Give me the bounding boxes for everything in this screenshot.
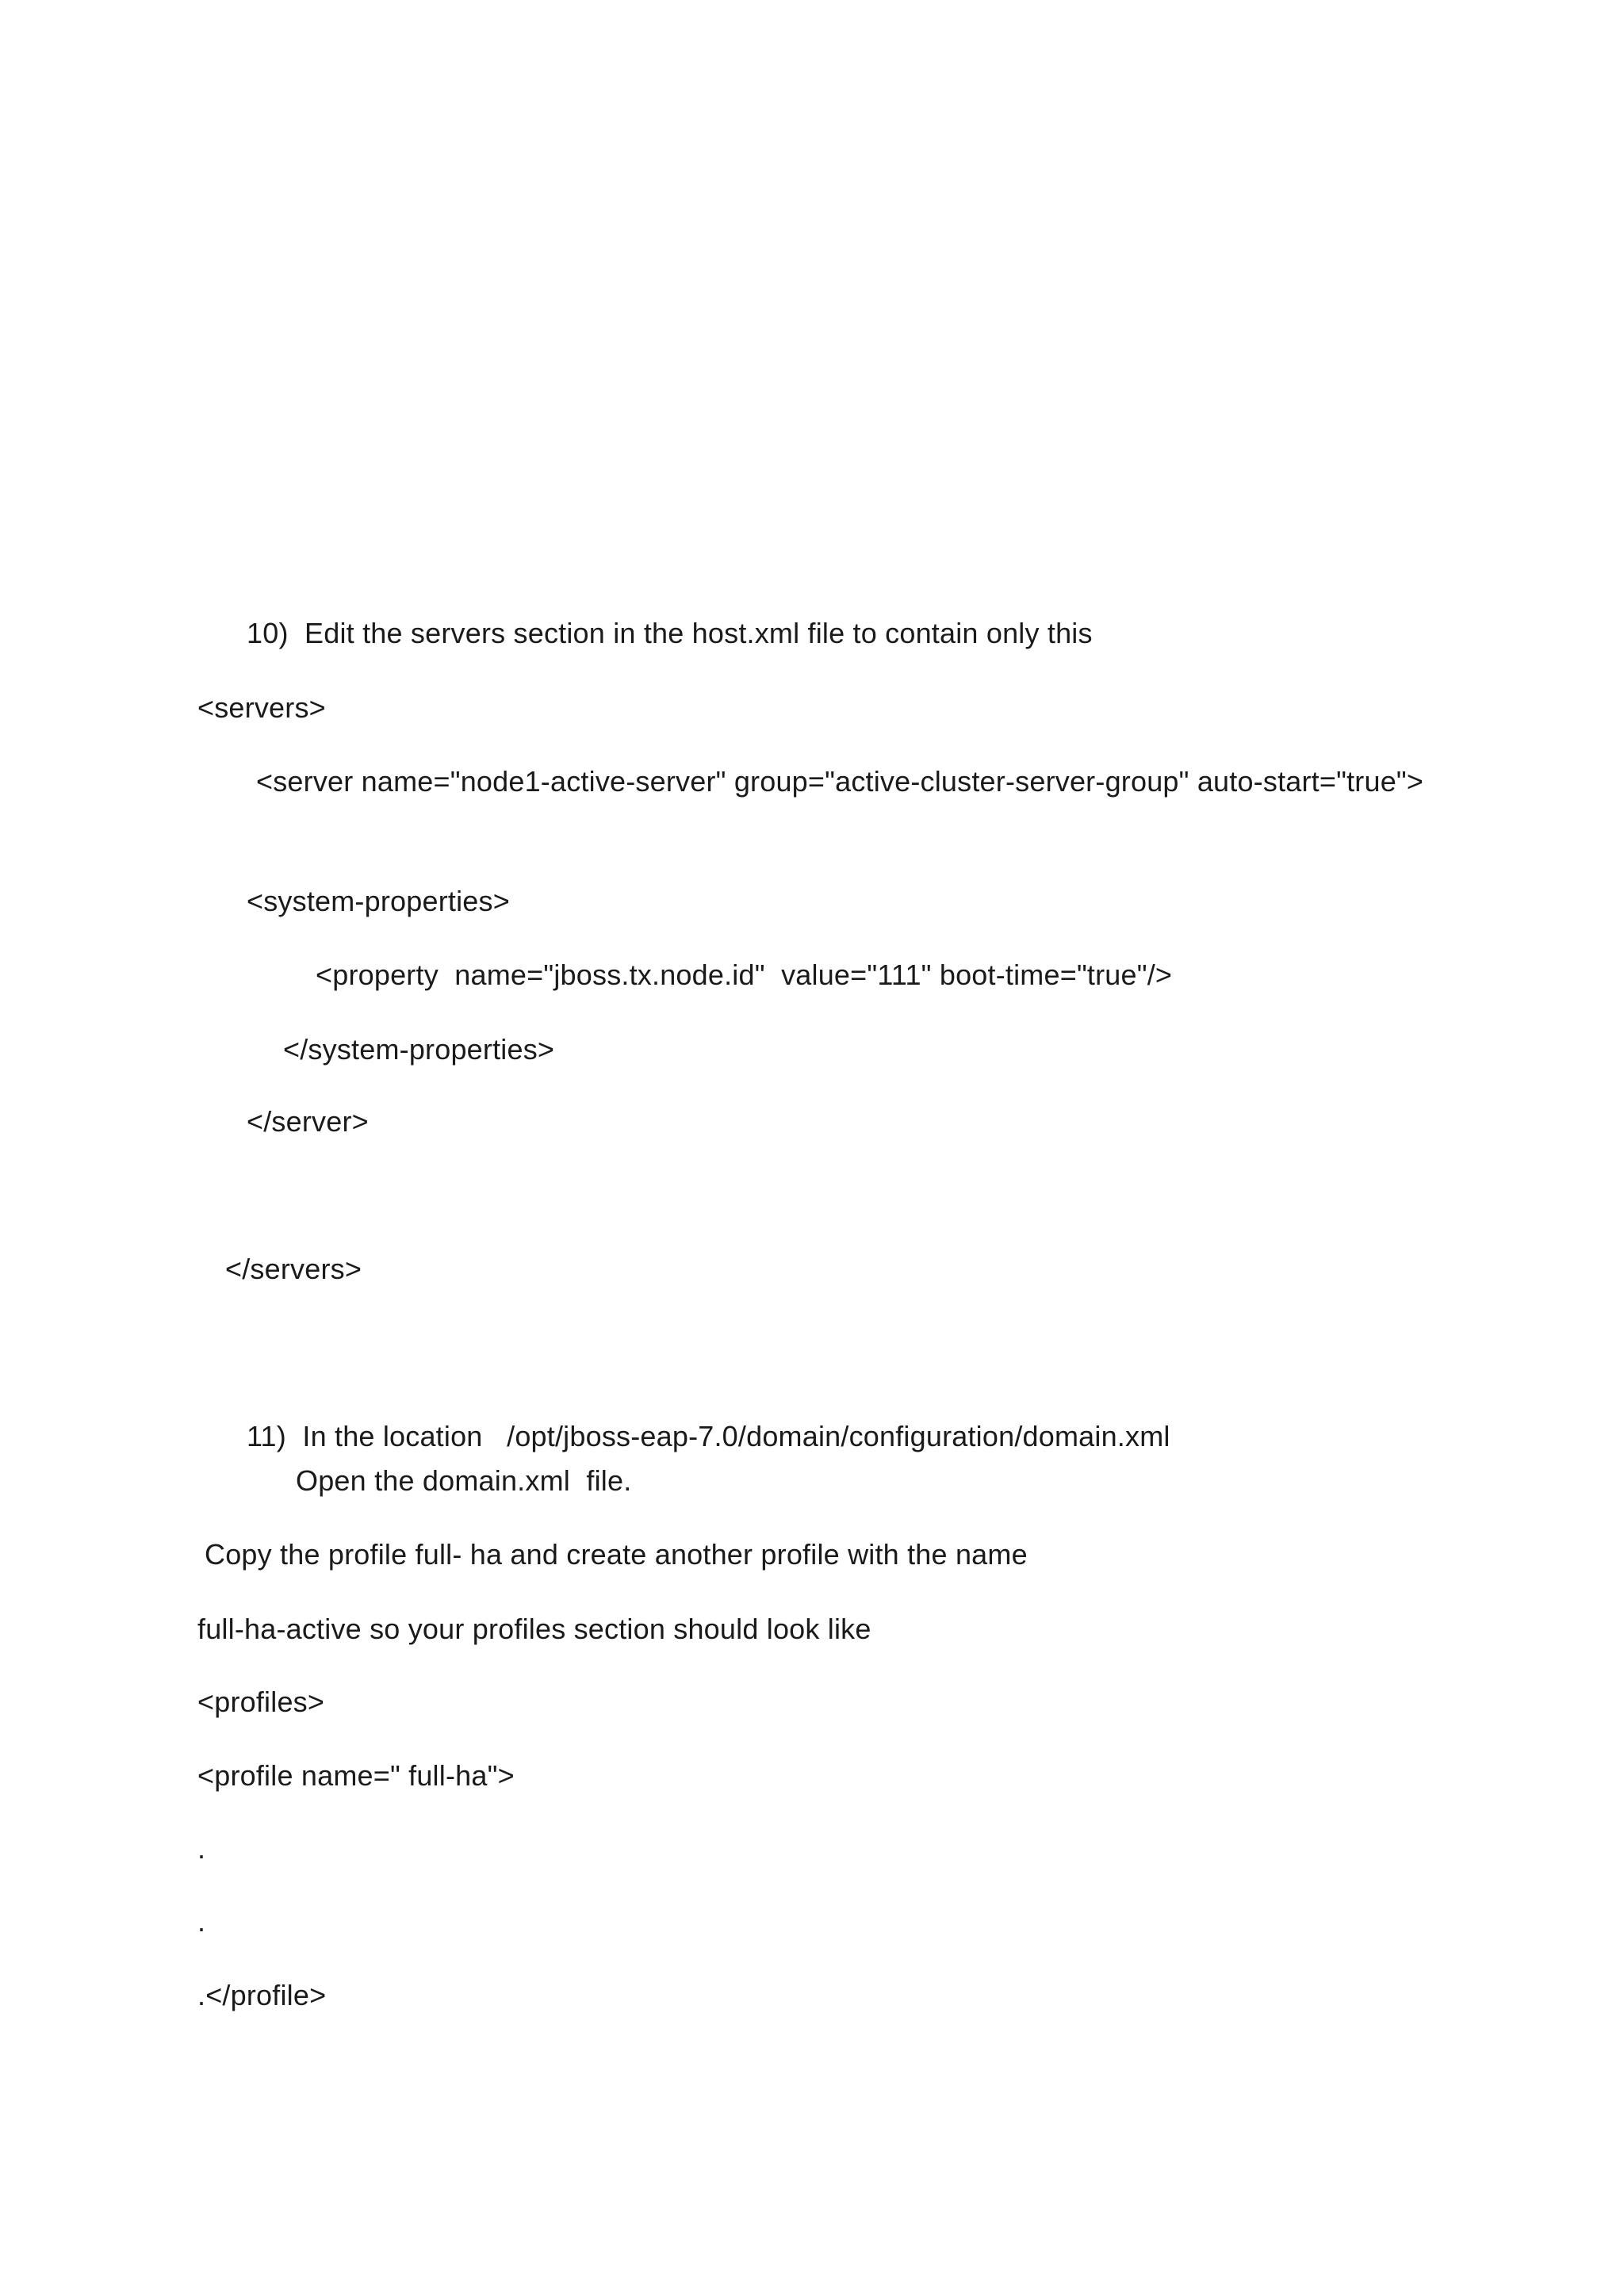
code-line-server-close: </server> <box>247 1105 369 1138</box>
code-line-ellipsis-2: . <box>197 1905 206 1938</box>
step-11-subheading: Open the domain.xml file. <box>296 1464 632 1497</box>
code-line-profile-close: .</profile> <box>197 1979 327 2011</box>
code-line-profile-open: <profile name=" full-ha"> <box>197 1759 515 1792</box>
code-line-servers-close: </servers> <box>225 1253 362 1285</box>
code-line-system-properties-open: <system-properties> <box>247 885 510 917</box>
code-line-ellipsis-1: . <box>197 1832 206 1865</box>
code-line-property: <property name="jboss.tx.node.id" value="111" boot-time="true"/> <box>316 959 1173 991</box>
paragraph-line-2: full-ha-active so your profiles section should look like <box>197 1613 871 1645</box>
step-11-heading: 11) In the location /opt/jboss-eap-7.0/domain/configuration/domain.xml <box>247 1420 1170 1452</box>
paragraph-line-1: Copy the profile full- ha and create another profile with the name <box>205 1538 1028 1571</box>
code-line-servers-open: <servers> <box>197 691 326 724</box>
code-line-server-open: <server name="node1-active-server" group="active-cluster-server-group" auto-start="true"> <box>256 765 1424 798</box>
code-line-system-properties-close: </system-properties> <box>283 1033 555 1066</box>
code-line-profiles-open: <profiles> <box>197 1686 325 1718</box>
step-10-heading: 10) Edit the servers section in the host.xml file to contain only this <box>247 617 1093 649</box>
